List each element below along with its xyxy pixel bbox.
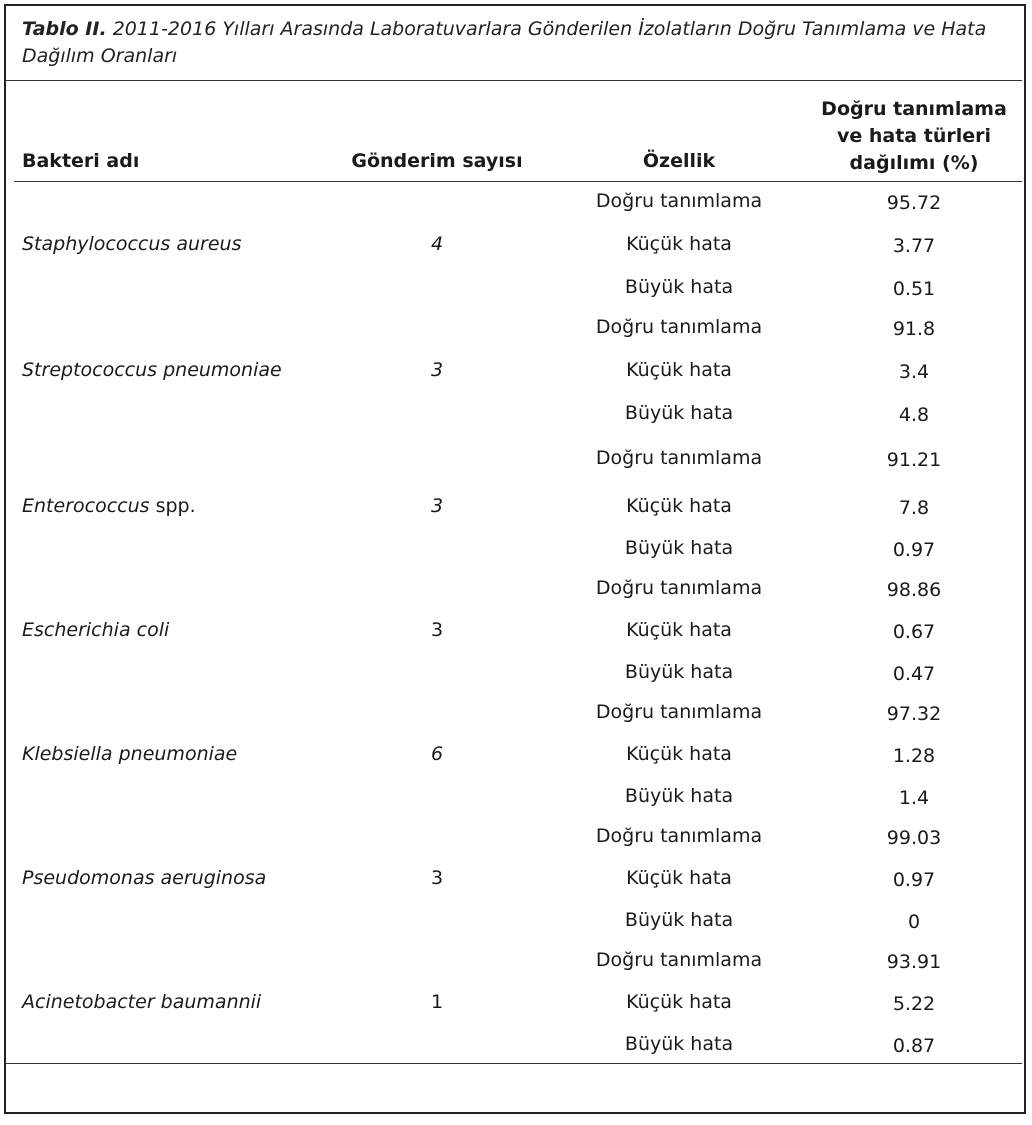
distribution-value: 99.03 bbox=[886, 827, 942, 849]
distribution-value: 5.22 bbox=[892, 993, 936, 1015]
feature-label: Küçük hata bbox=[626, 359, 732, 381]
caption-label: Tablo II. bbox=[22, 18, 107, 40]
distribution-value: 0 bbox=[907, 911, 921, 933]
header-distribution-line3: dağılımı (%) bbox=[849, 152, 979, 174]
bacteria-suffix: spp. bbox=[149, 495, 196, 517]
header-distribution-line2: ve hata türleri bbox=[836, 125, 991, 147]
distribution-value: 4.8 bbox=[898, 404, 930, 426]
submission-count: 4 bbox=[430, 233, 444, 255]
feature-label: Büyük hata bbox=[624, 661, 734, 683]
feature-label: Büyük hata bbox=[624, 785, 734, 807]
distribution-value: 0.67 bbox=[892, 621, 936, 643]
feature-label: Küçük hata bbox=[626, 619, 732, 641]
feature-label: Büyük hata bbox=[624, 909, 734, 931]
bacteria-name bbox=[22, 991, 261, 1013]
bacteria-genus: Staphylococcus aureus bbox=[22, 233, 242, 255]
caption-divider bbox=[6, 80, 1022, 81]
feature-label: Doğru tanımlama bbox=[595, 447, 763, 469]
bacteria-name bbox=[22, 867, 266, 889]
feature-label: Doğru tanımlama bbox=[595, 701, 763, 723]
header-distribution bbox=[804, 96, 1024, 177]
submission-count: 3 bbox=[430, 867, 444, 889]
distribution-value: 98.86 bbox=[886, 579, 942, 601]
bacteria-genus: Enterococcus bbox=[22, 495, 150, 517]
table-bottom-rule bbox=[6, 1063, 1022, 1064]
submission-count: 3 bbox=[430, 619, 444, 641]
feature-label: Küçük hata bbox=[626, 991, 732, 1013]
feature-label: Büyük hata bbox=[624, 1033, 734, 1055]
feature-label: Küçük hata bbox=[626, 233, 732, 255]
header-feature: Özellik bbox=[642, 150, 716, 172]
distribution-value: 97.32 bbox=[886, 703, 942, 725]
distribution-value: 91.8 bbox=[892, 318, 936, 340]
feature-label: Büyük hata bbox=[624, 537, 734, 559]
bacteria-name bbox=[22, 495, 196, 517]
distribution-value: 1.28 bbox=[892, 745, 936, 767]
table-caption bbox=[22, 16, 1007, 70]
bacteria-name bbox=[22, 743, 237, 765]
header-distribution-line1: Doğru tanımlama bbox=[821, 98, 1007, 120]
header-divider bbox=[14, 181, 1022, 182]
bacteria-name bbox=[22, 359, 282, 381]
bacteria-genus: Escherichia coli bbox=[22, 619, 170, 641]
distribution-value: 3.77 bbox=[892, 235, 936, 257]
distribution-value: 3.4 bbox=[898, 361, 930, 383]
distribution-value: 7.8 bbox=[898, 497, 930, 519]
distribution-value: 1.4 bbox=[898, 787, 930, 809]
distribution-value: 0.47 bbox=[892, 663, 936, 685]
submission-count: 1 bbox=[430, 991, 444, 1013]
bacteria-genus: Pseudomonas aeruginosa bbox=[22, 867, 267, 889]
bacteria-genus: Streptococcus pneumoniae bbox=[22, 359, 282, 381]
feature-label: Doğru tanımlama bbox=[595, 190, 763, 212]
feature-label: Küçük hata bbox=[626, 743, 732, 765]
caption-text: 2011-2016 Yılları Arasında Laboratuvarlara Gönderilen İzolatların Doğru Tanımlama ve Hata Dağılım Oranları bbox=[22, 18, 987, 67]
bacteria-genus: Klebsiella pneumoniae bbox=[22, 743, 238, 765]
distribution-value: 93.91 bbox=[886, 951, 942, 973]
submission-count: 3 bbox=[430, 359, 444, 381]
bacteria-genus: Acinetobacter baumannii bbox=[22, 991, 262, 1013]
header-count: Gönderim sayısı bbox=[351, 150, 523, 172]
distribution-value: 0.97 bbox=[892, 869, 936, 891]
feature-label: Büyük hata bbox=[624, 276, 734, 298]
feature-label: Küçük hata bbox=[626, 495, 732, 517]
bacteria-name bbox=[22, 619, 169, 641]
feature-label: Doğru tanımlama bbox=[595, 577, 763, 599]
bacteria-name bbox=[22, 233, 241, 255]
submission-count: 3 bbox=[430, 495, 444, 517]
distribution-value: 0.87 bbox=[892, 1035, 936, 1057]
feature-label: Doğru tanımlama bbox=[595, 949, 763, 971]
distribution-value: 91.21 bbox=[886, 449, 942, 471]
distribution-value: 0.51 bbox=[892, 278, 936, 300]
feature-label: Doğru tanımlama bbox=[595, 825, 763, 847]
distribution-value: 0.97 bbox=[892, 539, 936, 561]
header-bacteria: Bakteri adı bbox=[22, 150, 140, 172]
feature-label: Büyük hata bbox=[624, 402, 734, 424]
submission-count: 6 bbox=[430, 743, 444, 765]
feature-label: Doğru tanımlama bbox=[595, 316, 763, 338]
distribution-value: 95.72 bbox=[886, 192, 942, 214]
feature-label: Küçük hata bbox=[626, 867, 732, 889]
